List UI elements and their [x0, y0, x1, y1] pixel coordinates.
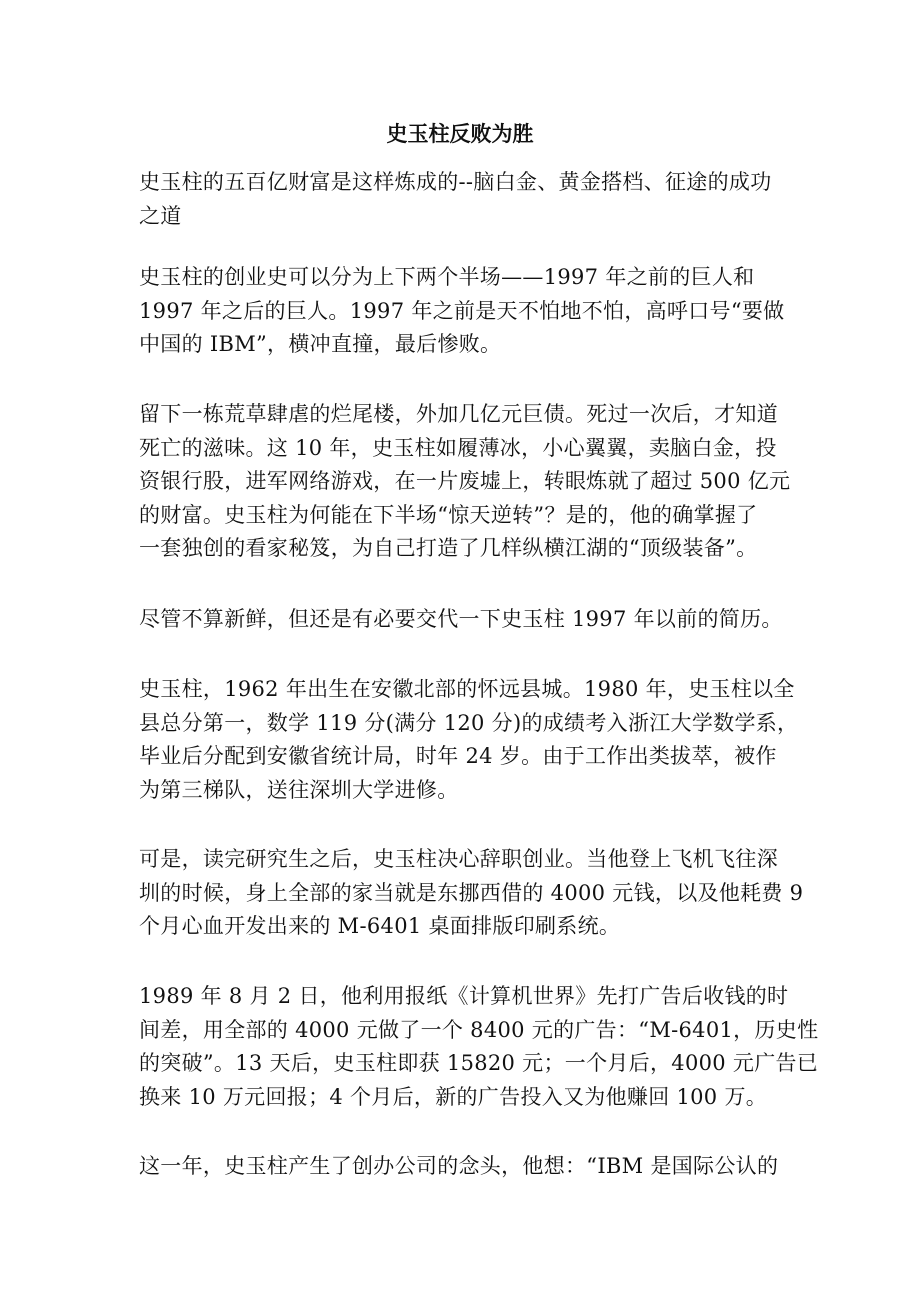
paragraph-line: 这一年，史玉柱产生了创办公司的念头，他想：“IBM 是国际公认的 [139, 1154, 779, 1178]
paragraph-line: 一套独创的看家秘笈，为自己打造了几样纵横江湖的“顶级装备”。 [139, 536, 758, 560]
paragraph-7 [139, 1150, 781, 1184]
paragraph-line: 毕业后分配到安徽省统计局，时年 24 岁。由于工作出类拔萃，被作 [139, 744, 777, 768]
paragraph-2 [139, 398, 791, 566]
paragraph-line: 的突破”。13 天后，史玉柱即获 15820 元；一个月后，4000 元广告已 [139, 1051, 819, 1075]
paragraph-line: 圳的时候，身上全部的家当就是东挪西借的 4000 元钱，以及他耗费 9 [139, 880, 804, 905]
paragraph-3 [139, 603, 781, 637]
document-title: 史玉柱反败为胜 [386, 121, 534, 146]
paragraph-1 [139, 261, 785, 362]
paragraph-line: 为第三梯队，送往深圳大学进修。 [139, 777, 459, 802]
paragraph-6 [139, 980, 819, 1114]
subtitle-line: 之道 [139, 203, 182, 228]
paragraph-5 [139, 843, 804, 944]
paragraph-line: 史玉柱，1962 年出生在安徽北部的怀远县城。1980 年，史玉柱以全 [139, 677, 795, 701]
paragraph-line: 尽管不算新鲜，但还是有必要交代一下史玉柱 1997 年以前的简历。 [139, 607, 783, 631]
paragraph-line: 的财富。史玉柱为何能在下半场“惊天逆转”？是的，他的确掌握了 [139, 502, 758, 527]
paragraph-line: 中国的 IBM”，横冲直撞，最后惨败。 [139, 332, 502, 356]
paragraph-4 [139, 673, 799, 807]
subtitle [139, 166, 781, 233]
paragraph-line: 留下一栋荒草肆虐的烂尾楼，外加几亿元巨债。死过一次后，才知道 [139, 402, 778, 426]
paragraph-line: 1989 年 8 月 2 日，他利用报纸《计算机世界》先打广告后收钱的时 [139, 984, 789, 1008]
paragraph-line: 换来 10 万元回报；4 个月后，新的广告投入又为他赚回 100 万。 [139, 1084, 768, 1109]
paragraph-line: 资银行股，进军网络游戏，在一片废墟上，转眼炼就了超过 500 亿元 [139, 469, 791, 493]
paragraph-line: 个月心血开发出来的 M-6401 桌面排版印刷系统。 [139, 914, 621, 938]
paragraph-line: 死亡的滋味。这 10 年，史玉柱如履薄冰，小心翼翼，卖脑白金，投 [139, 435, 777, 460]
paragraph-line: 史玉柱的创业史可以分为上下两个半场——1997 年之前的巨人和 [139, 265, 755, 289]
paragraph-line: 1997 年之后的巨人。1997 年之前是天不怕地不怕，高呼口号“要做 [139, 298, 785, 323]
paragraph-line: 间差，用全部的 4000 元做了一个 8400 元的广告：“M-6401，历史性 [139, 1017, 819, 1042]
subtitle-line: 史玉柱的五百亿财富是这样炼成的--脑白金、黄金搭档、征途的成功 [139, 170, 772, 194]
paragraph-line: 可是，读完研究生之后，史玉柱决心辞职创业。当他登上飞机飞往深 [139, 847, 778, 871]
paragraph-line: 县总分第一，数学 119 分(满分 120 分)的成绩考入浙江大学数学系， [139, 710, 799, 735]
